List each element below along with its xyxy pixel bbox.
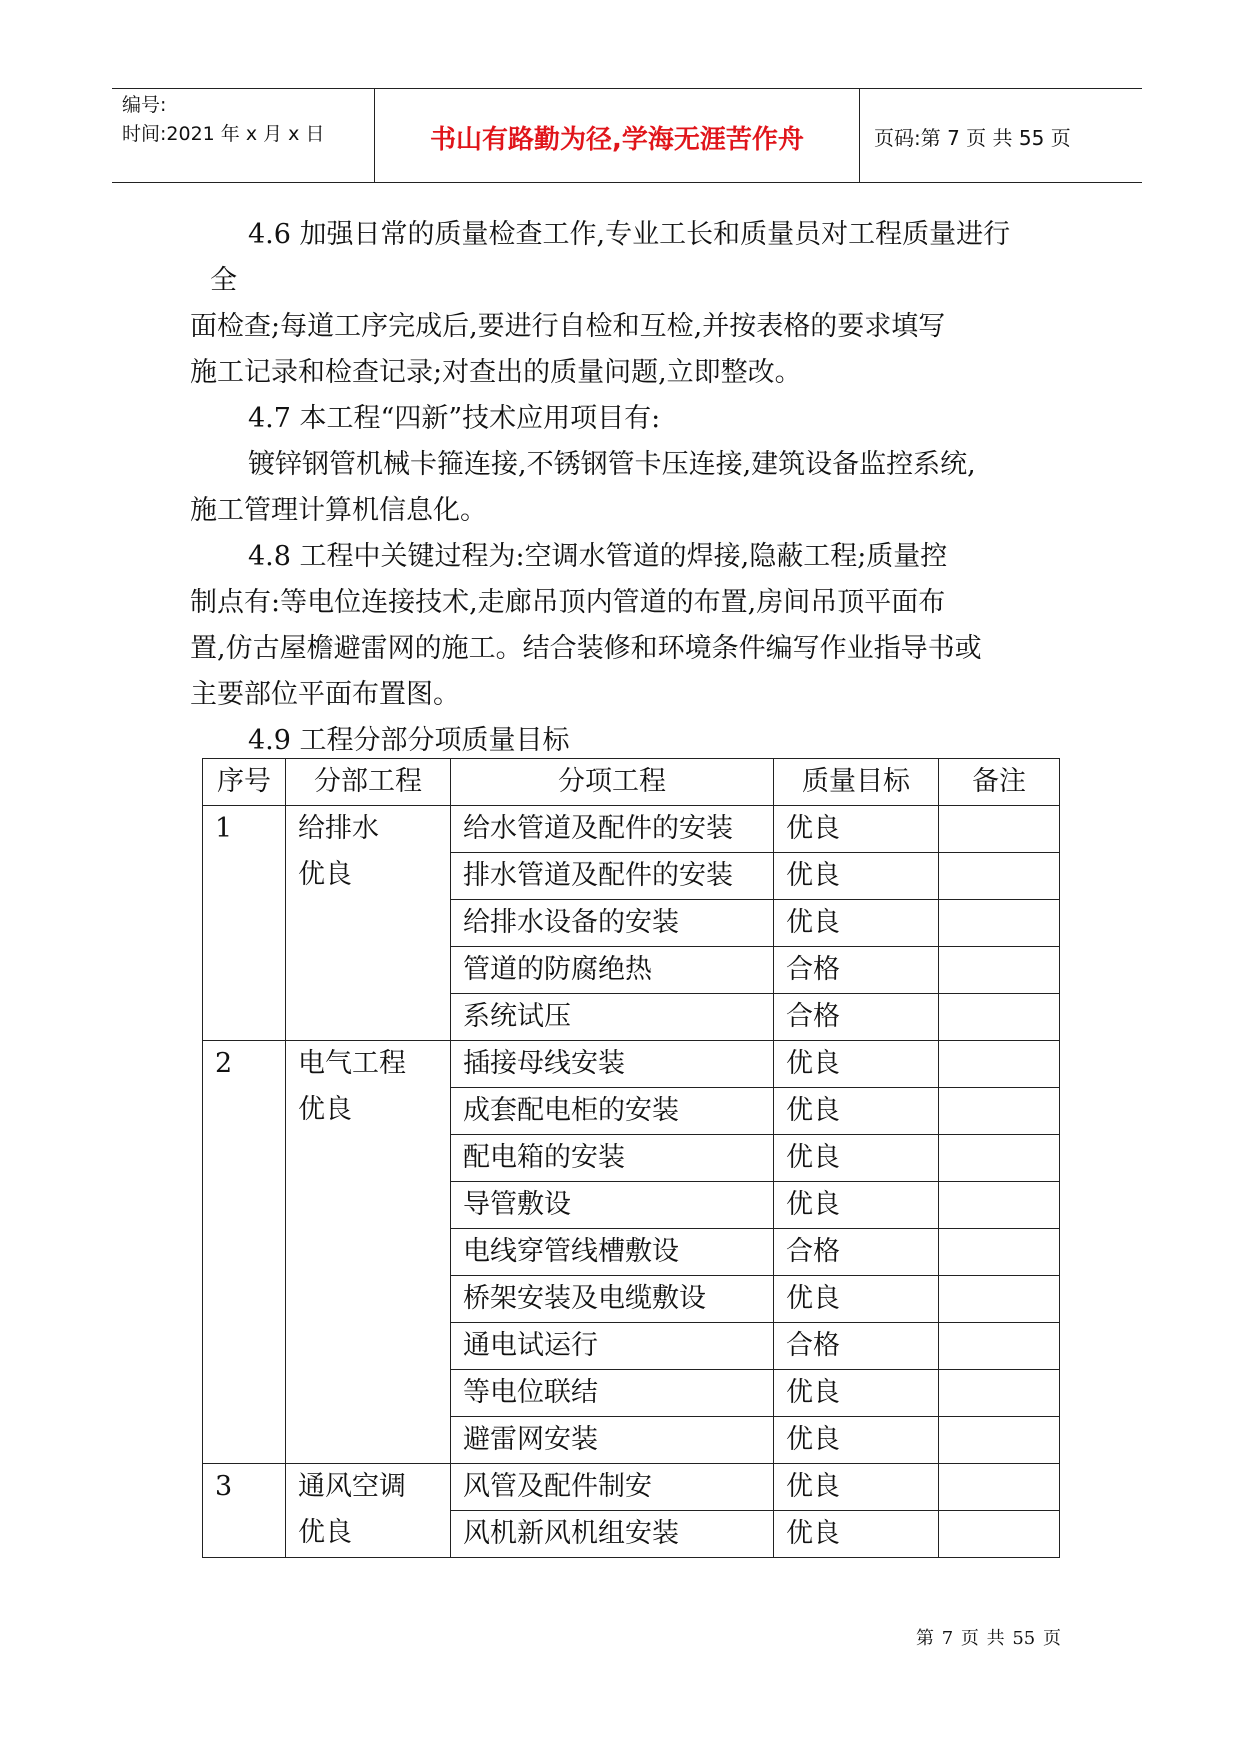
table-row <box>203 1464 1060 1511</box>
note-cell <box>939 947 1060 994</box>
item-cell: 桥架安装及电缆敷设 <box>451 1276 774 1323</box>
note-cell <box>939 1182 1060 1229</box>
item-cell: 避雷网安装 <box>451 1417 774 1464</box>
group-name-cell <box>286 1464 451 1558</box>
paragraph-line: 全 <box>210 265 237 296</box>
target-cell: 优良 <box>774 1370 939 1417</box>
column-header: 质量目标 <box>774 759 939 806</box>
group-name: 通风空调 <box>298 1471 406 1502</box>
note-cell <box>939 853 1060 900</box>
group-name: 给排水 <box>298 813 379 844</box>
item-cell: 电线穿管线槽敷设 <box>451 1229 774 1276</box>
time-label: 时间:2021 年 x 月 x 日 <box>122 123 325 145</box>
item-cell: 风管及配件制安 <box>451 1464 774 1511</box>
column-header: 序号 <box>203 759 286 806</box>
group-grade: 优良 <box>298 1094 352 1125</box>
paragraph-line: 镀锌钢管机械卡箍连接,不锈钢管卡压连接,建筑设备监控系统, <box>248 449 976 480</box>
group-number-cell: 1 <box>203 806 286 1041</box>
item-cell: 配电箱的安装 <box>451 1135 774 1182</box>
target-cell: 优良 <box>774 806 939 853</box>
paragraph-line: 主要部位平面布置图。 <box>190 679 460 710</box>
item-cell: 排水管道及配件的安装 <box>451 853 774 900</box>
item-cell: 给排水设备的安装 <box>451 900 774 947</box>
note-cell <box>939 1417 1060 1464</box>
item-cell: 管道的防腐绝热 <box>451 947 774 994</box>
item-cell: 成套配电柜的安装 <box>451 1088 774 1135</box>
paragraph-line: 施工记录和检查记录;对查出的质量问题,立即整改。 <box>190 357 802 388</box>
item-cell: 通电试运行 <box>451 1323 774 1370</box>
note-cell <box>939 1088 1060 1135</box>
note-cell <box>939 1323 1060 1370</box>
group-name-cell <box>286 806 451 1041</box>
item-cell: 给水管道及配件的安装 <box>451 806 774 853</box>
note-cell <box>939 1370 1060 1417</box>
note-cell <box>939 806 1060 853</box>
target-cell: 优良 <box>774 1464 939 1511</box>
target-cell: 优良 <box>774 900 939 947</box>
number-label: 编号: <box>122 94 167 116</box>
item-cell: 导管敷设 <box>451 1182 774 1229</box>
target-cell: 优良 <box>774 1182 939 1229</box>
group-number-cell: 2 <box>203 1041 286 1464</box>
target-cell: 优良 <box>774 853 939 900</box>
paragraph-line: 制点有:等电位连接技术,走廊吊顶内管道的布置,房间吊顶平面布 <box>190 587 946 618</box>
target-cell: 合格 <box>774 1229 939 1276</box>
item-cell: 风机新风机组安装 <box>451 1511 774 1558</box>
item-cell: 系统试压 <box>451 994 774 1041</box>
note-cell <box>939 1041 1060 1088</box>
table-header-row <box>203 759 1060 806</box>
header-motto: 书山有路勤为径,学海无涯苦作舟 <box>430 125 804 155</box>
note-cell <box>939 1276 1060 1323</box>
note-cell <box>939 1135 1060 1182</box>
item-cell: 等电位联结 <box>451 1370 774 1417</box>
table-body <box>203 806 1060 1558</box>
header-meta <box>122 91 324 149</box>
paragraph-line: 4.8 工程中关键过程为:空调水管道的焊接,隐蔽工程;质量控 <box>248 541 948 572</box>
target-cell: 优良 <box>774 1135 939 1182</box>
item-cell: 插接母线安装 <box>451 1041 774 1088</box>
note-cell <box>939 1511 1060 1558</box>
note-cell <box>939 900 1060 947</box>
paragraph-line: 置,仿古屋檐避雷网的施工。结合装修和环境条件编写作业指导书或 <box>190 633 982 664</box>
table-row <box>203 806 1060 853</box>
group-grade: 优良 <box>298 859 352 890</box>
document-header <box>112 88 1142 183</box>
column-header: 备注 <box>939 759 1060 806</box>
section-title: 4.9 工程分部分项质量目标 <box>248 725 570 756</box>
note-cell <box>939 994 1060 1041</box>
header-page-number: 页码:第 7 页 共 55 页 <box>874 126 1071 150</box>
column-header: 分项工程 <box>451 759 774 806</box>
group-name-cell <box>286 1041 451 1464</box>
paragraph-line: 面检查;每道工序完成后,要进行自检和互检,并按表格的要求填写 <box>190 311 946 342</box>
target-cell: 优良 <box>774 1417 939 1464</box>
paragraph-line: 4.6 加强日常的质量检查工作,专业工长和质量员对工程质量进行 <box>248 219 1011 250</box>
target-cell: 优良 <box>774 1276 939 1323</box>
paragraph-line: 施工管理计算机信息化。 <box>190 495 487 526</box>
target-cell: 合格 <box>774 947 939 994</box>
target-cell: 优良 <box>774 1041 939 1088</box>
target-cell: 合格 <box>774 994 939 1041</box>
note-cell <box>939 1229 1060 1276</box>
note-cell <box>939 1464 1060 1511</box>
target-cell: 优良 <box>774 1088 939 1135</box>
paragraph-line: 4.7 本工程“四新”技术应用项目有: <box>248 403 661 434</box>
quality-target-table <box>202 758 1060 1558</box>
header-divider <box>859 89 860 182</box>
page-footer: 第 7 页 共 55 页 <box>916 1628 1061 1649</box>
group-grade: 优良 <box>298 1517 352 1548</box>
target-cell: 合格 <box>774 1323 939 1370</box>
document-body <box>190 212 1070 764</box>
group-number-cell: 3 <box>203 1464 286 1558</box>
table-row <box>203 1041 1060 1088</box>
group-name: 电气工程 <box>298 1048 406 1079</box>
column-header: 分部工程 <box>286 759 451 806</box>
target-cell: 优良 <box>774 1511 939 1558</box>
